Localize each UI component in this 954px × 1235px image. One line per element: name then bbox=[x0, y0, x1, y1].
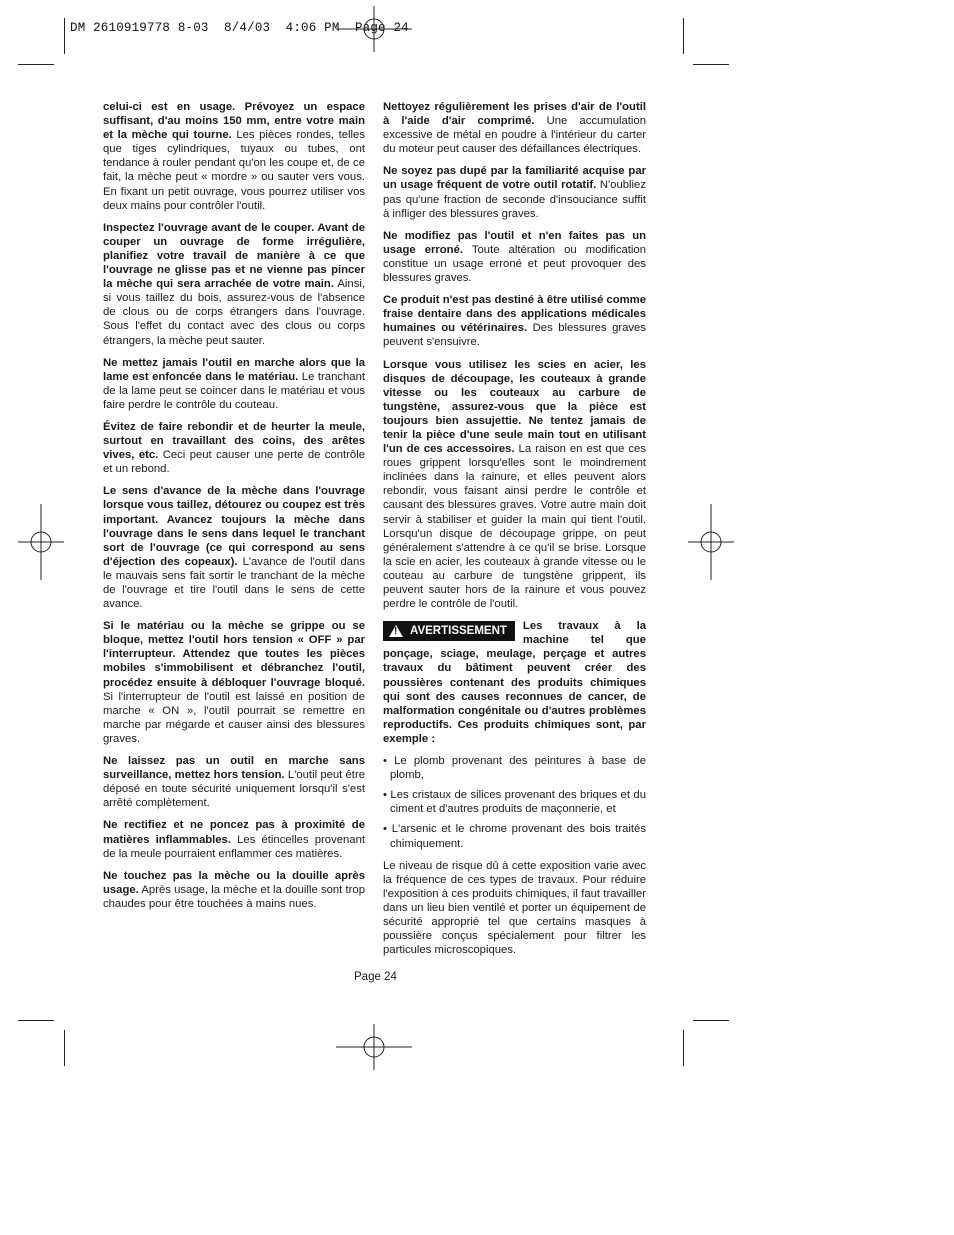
registration-mark-left bbox=[18, 504, 64, 580]
paragraph-lead: Lorsque vous utilisez les scies en acier, les disques de découpage, les couteaux à grande vitesse ou les couteaux au carbure de tungstène, assurez-vous que la pièce est toujours bien assujettie. Ne tentez jamais de tenir la pièce d'une seule main tout en utilisant l'un de ces accessoires. bbox=[383, 358, 646, 456]
list-item: • Le plomb provenant des peintures à base de plomb, bbox=[383, 755, 646, 782]
warning-symbol: ! bbox=[394, 626, 398, 638]
paragraph bbox=[383, 229, 646, 285]
paragraph-body: Des blessures graves peuvent s'ensuivre. bbox=[383, 322, 646, 349]
chemical-list bbox=[383, 754, 646, 851]
paragraph bbox=[103, 420, 365, 476]
left-column bbox=[103, 100, 365, 919]
crop-mark bbox=[64, 18, 65, 54]
paragraph-body: Les étincelles provenant de la meule pourraient enflammer ces matières. bbox=[103, 833, 365, 860]
right-column bbox=[383, 100, 646, 965]
paragraph-lead: Ne touchez pas la mèche ou la douille après usage. bbox=[103, 869, 365, 896]
paragraph-body: Toute altération ou modification constitue un usage erroné et peut provoquer des blessures graves. bbox=[383, 243, 646, 285]
registration-mark-bottom bbox=[336, 1024, 412, 1070]
paragraph bbox=[103, 619, 365, 746]
paragraph-lead: Ne rectifiez et ne poncez pas à proximité de matières inflammables. bbox=[103, 819, 365, 846]
paragraph-lead: Le sens d'avance de la mèche dans l'ouvrage lorsque vous taillez, détourez ou coupez est très important. Avancez toujours la mèche dans l'ouvrage dans le sens dans lequel le tranchant sort de l'ouvrage (ce qui correspond au sens d'éjection des copeaux). bbox=[103, 485, 365, 568]
print-slug: DM 2610919778 8-03 8/4/03 4:06 PM Page 24 bbox=[70, 21, 409, 35]
crop-mark bbox=[683, 18, 684, 54]
paragraph-body: Les pièces rondes, telles que tiges cylindriques, tuyaux ou tubes, ont tendance à rouler pendant qu'on les coupe et, de ce fait, la mèche peut « mordre » ou sauter vers vous. En fixant un petit ouvrage, vous pourrez utiliser vos deux mains pour contrôler l'outil. bbox=[103, 129, 365, 212]
paragraph bbox=[103, 484, 365, 611]
crop-mark bbox=[64, 1030, 65, 1066]
list-item: • L'arsenic et le chrome provenant des bois traités chimiquement. bbox=[383, 823, 646, 850]
warning-badge bbox=[383, 621, 515, 641]
paragraph-body: Après usage, la mèche et la douille sont trop chaudes pour être touchées à mains nues. bbox=[103, 883, 365, 910]
paragraph bbox=[103, 221, 365, 348]
registration-mark-top bbox=[336, 6, 412, 52]
paragraph-body: L'outil peut être déposé en toute sécurité uniquement lorsqu'il s'est arrêté complètement. bbox=[103, 769, 365, 810]
warning-text: Les travaux à la machine tel que ponçage, sciage, meulage, perçage et autres travaux du bâtiment peuvent créer des poussières contenant des produits chimiques qui sont des causes reconnues de cancer, de malformation congénitale ou d'autres problèmes reproductifs. Ces produits chimiques sont, par exemple : bbox=[383, 620, 646, 745]
paragraph bbox=[383, 164, 646, 220]
paragraph-body: L'avance de l'outil dans le mauvais sens fait sortir le tranchant de la mèche de l'ouvrage et tire l'outil dans le sens de cette avance. bbox=[103, 555, 365, 611]
crop-mark bbox=[683, 1030, 684, 1066]
paragraph-lead: Si le matériau ou la mèche se grippe ou se bloque, mettez l'outil hors tension « OFF » par l'interrupteur. Attendez que toutes les pièces mobiles s'immobilisent et débranchez l'outil, procédez ensuite à débloquer l'ouvrage bloqué. bbox=[103, 620, 365, 689]
paragraph-lead: celui-ci est en usage. Prévoyez un espace suffisant, d'au moins 150 mm, entre votre main et la mèche qui tourne. bbox=[103, 101, 365, 142]
closing-paragraph: Le niveau de risque dû à cette exposition varie avec la fréquence de ces types de travaux. Pour réduire l'exposition à ces produits chimiques, il faut travailler dans un lieu bien ventilé et porter un équipement de sécurité approprié tel que certains masques à poussière conçus spécialement pour filtrer les particules microscopiques. bbox=[383, 859, 646, 957]
warning-triangle-icon bbox=[389, 625, 403, 637]
crop-mark bbox=[18, 1020, 54, 1021]
paragraph-body: Ceci peut causer une perte de contrôle et un rebond. bbox=[103, 449, 366, 476]
paragraph-body: La raison en est que ces roues grippent lorsqu'elles sont le moindrement inclinées dans la rainure, et elles peuvent alors rebondir, vous faisant ainsi perdre le contrôle et causant des blessures graves. Votre autre main doit servir à stabiliser et guider la main qui tient l'outil. Lorsqu'un disque de découpage grippe, on peut généralement s'attendre à ce qu'il se brise. Lorsque la scie en acier, les couteaux à grande vitesse ou le couteau au carbure de tungstène grippent, ils peuvent sauter hors de la rainure et vous pouvez perdre le contrôle de l'outil. bbox=[383, 443, 646, 611]
paragraph bbox=[103, 356, 365, 412]
paragraph-lead: Ne soyez pas dupé par la familiarité acquise par un usage fréquent de votre outil rotatif. bbox=[383, 165, 646, 192]
paragraph-lead: Évitez de faire rebondir et de heurter la meule, surtout en travaillant des coins, des arêtes vives, etc. bbox=[103, 420, 365, 462]
list-item: • Les cristaux de silices provenant des briques et du ciment et d'autres produits de maçonnerie, et bbox=[383, 789, 646, 816]
registration-mark-right bbox=[688, 504, 734, 580]
paragraph bbox=[103, 869, 365, 911]
page-number: Page 24 bbox=[354, 971, 397, 983]
paragraph bbox=[103, 100, 365, 213]
paragraph-body: Ainsi, si vous taillez du bois, assurez-vous de l'absence de clous ou de corps étrangers dans l'ouvrage. Sous l'effet du contact avec des clous ou corps étrangers, la mèche peut sauter. bbox=[103, 278, 366, 347]
warning-badge-label: AVERTISSEMENT bbox=[410, 625, 507, 638]
crop-mark bbox=[18, 64, 54, 65]
paragraph-lead: Ce produit n'est pas destiné à être utilisé comme fraise dentaire dans des applications médicales humaines ou vétérinaires. bbox=[383, 294, 646, 335]
paragraph bbox=[383, 100, 646, 156]
paragraph-lead: Ne modifiez pas l'outil et n'en faites pas un usage erroné. bbox=[383, 229, 646, 256]
paragraph-lead: Nettoyez régulièrement les prises d'air de l'outil à l'aide d'air comprimé. bbox=[383, 101, 646, 128]
crop-mark bbox=[693, 64, 729, 65]
paragraph-lead: Inspectez l'ouvrage avant de le couper. Avant de couper un ouvrage de forme irrégulière, planifiez votre travail de manière à ce que l'ouvrage ne glisse pas et ne vienne pas pincer la mèche qui sera arrachée de votre main. bbox=[103, 221, 365, 291]
paragraph bbox=[383, 293, 646, 349]
warning-block bbox=[383, 619, 646, 746]
paragraph-body: Si l'interrupteur de l'outil est laissé en position de marche « ON », l'outil pourrait se remettre en marche par mégarde et causer ainsi des blessures graves. bbox=[103, 690, 365, 745]
paragraph-lead: Ne mettez jamais l'outil en marche alors que la lame est enfoncée dans le matériau. bbox=[103, 356, 365, 383]
paragraph bbox=[103, 818, 365, 860]
paragraph-lead: Ne laissez pas un outil en marche sans surveillance, mettez hors tension. bbox=[103, 755, 365, 782]
crop-mark bbox=[693, 1020, 729, 1021]
paragraph-body: Le tranchant de la lame peut se coincer dans le matériau et vous faire perdre le contrôle du couteau. bbox=[103, 370, 365, 411]
paragraph-body: Une accumulation excessive de métal en poudre à l'intérieur du carter du moteur peut causer des défaillances électriques. bbox=[383, 115, 646, 156]
paragraph-body: N'oubliez pas qu'une fraction de seconde d'insouciance suffit à infliger des blessures graves. bbox=[383, 179, 646, 220]
paragraph bbox=[103, 754, 365, 810]
paragraph bbox=[383, 358, 646, 612]
